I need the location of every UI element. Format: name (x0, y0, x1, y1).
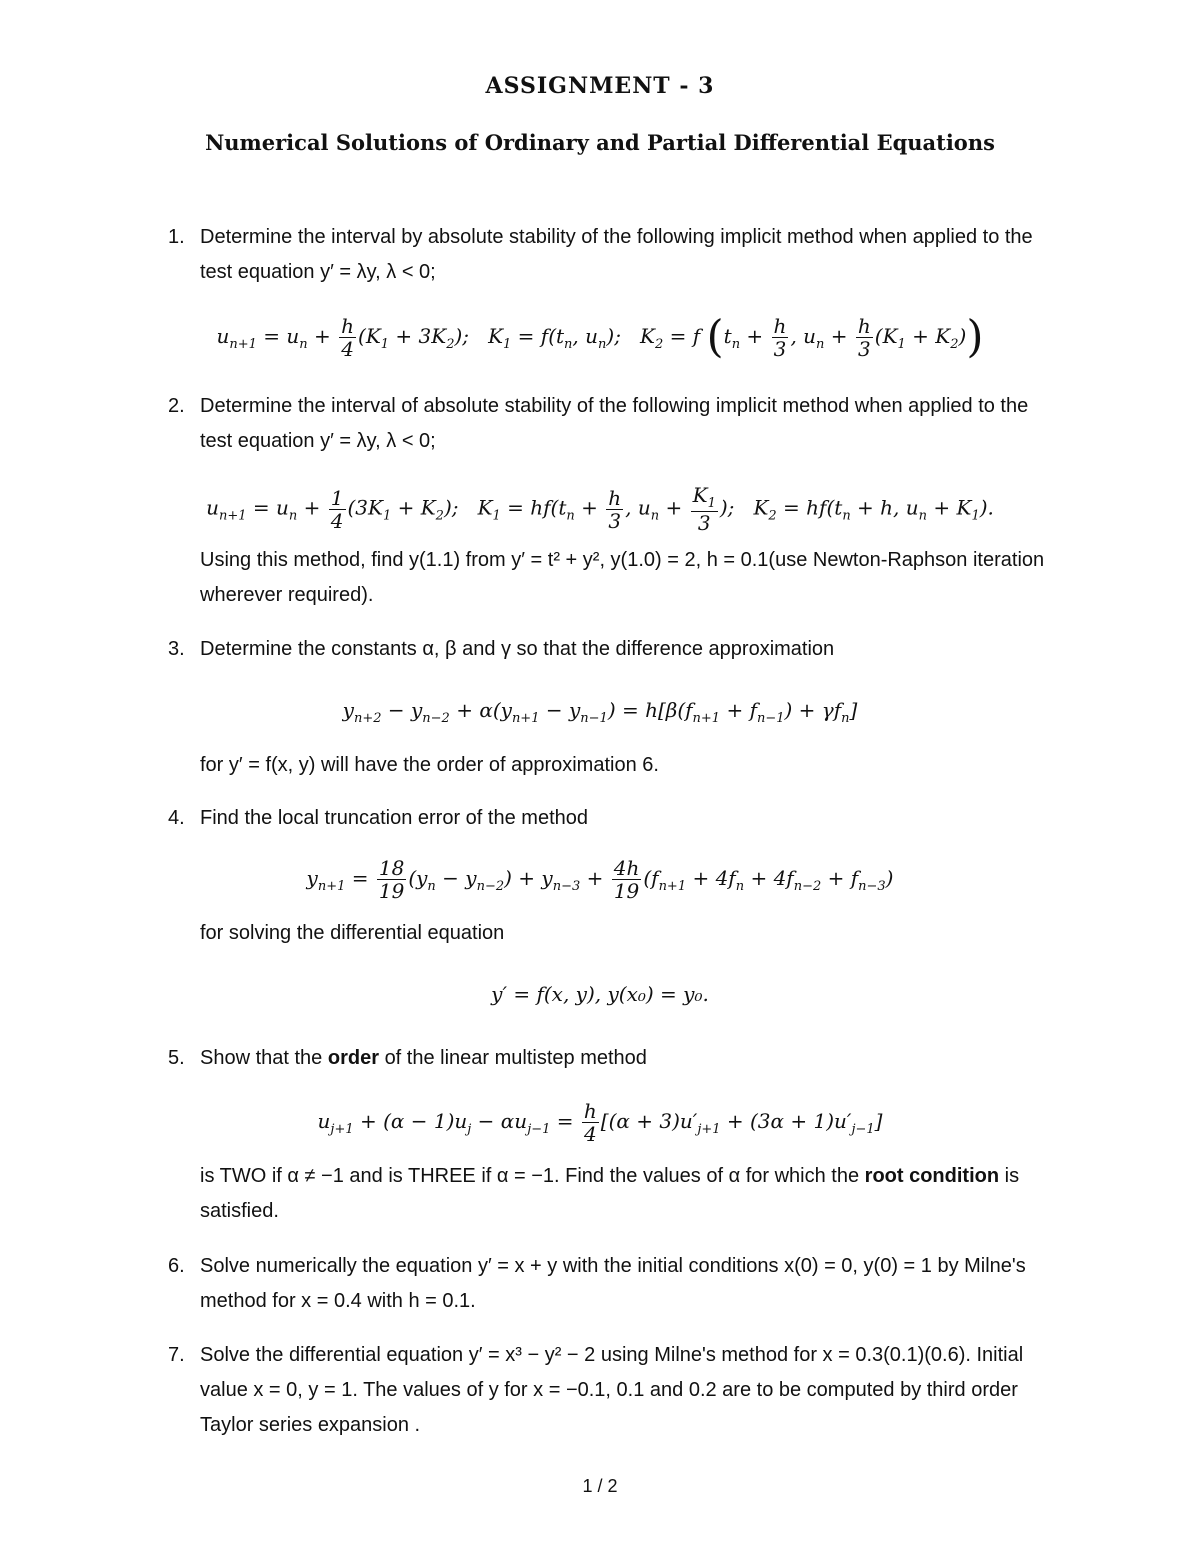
page-number: 1 / 2 (582, 1476, 618, 1496)
problem-text: is TWO if α ≠ −1 and is THREE if α = −1. Find the values of α for which the root condition is satisfied. (200, 1165, 1020, 1222)
problem-text: for y′ = f(x, y) will have the order of approximation 6. (200, 754, 659, 776)
equation-4: $y_{n+1}$ = $\frac{18}{19}$ $(y_n - y_{n-2}) + y_{n-3}$ + $\frac{4h}{19}$ $(f_{n+1} + 4f_n + 4f_{n-2} + f_{n-3})$ (306, 856, 894, 903)
equation-1: $u_{n+1} = u_n$ + $\frac{h}{4}$ $(K_1 + 3K_2)$; $K_1 = f(t_n$, $u_n$); $K_2 = f$ ($t_n$ + $\frac{h}{3}$ , $u_n$ + $\frac{h}{3}$ $(K_1 + K_2)$) (216, 311, 984, 363)
problem-5 (168, 1041, 1058, 1076)
page-title: ASSIGNMENT - 3 (485, 73, 715, 99)
problem-text: Solve the differential equation y′ = x³ − y² − 2 using Milne's method for x = 0.3(0.1)(0.6). Initial value x = 0, y = 1. The values of y for x = −0.1, 0.1 and 0.2 are to be computed by third order Taylor series expansion . (200, 1344, 1024, 1436)
problem-text: Show that the order of the linear multistep method (200, 1047, 647, 1069)
problem-number: 5. (168, 1047, 185, 1069)
equation-5: $u_{j+1} + (\alpha - 1)u_j - \alpha u_{j-1}$ = $\frac{h}{4}$ $[(\alpha + 3)u'_{j+1} + (3\alpha + 1)u'_{j-1}]$ (317, 1099, 883, 1146)
problem-3-followup (168, 748, 1058, 783)
problem-6 (168, 1249, 1058, 1319)
problem-number: 4. (168, 807, 185, 829)
problem-text: Find the local truncation error of the method (200, 807, 588, 829)
problem-3 (168, 632, 1058, 667)
problem-text: Solve numerically the equation y′ = x + y with the initial conditions x(0) = 0, y(0) = 1 by Milne's method for x = 0.4 with h = 0.1. (200, 1255, 1026, 1312)
problem-text: Determine the interval of absolute stability of the following implicit method when applied to the test equation y′ = λy, λ < 0; (200, 395, 1029, 452)
problem-text: Determine the constants α, β and γ so that the difference approximation (200, 638, 835, 660)
problem-2 (168, 389, 1058, 459)
problem-number: 3. (168, 638, 185, 660)
equation-4b: y′ = f(x, y), y(x₀) = y₀. (491, 982, 709, 1006)
problem-4-followup (168, 916, 1058, 951)
problem-text: Determine the interval by absolute stability of the following implicit method when applied to the test equation y′ = λy, λ < 0; (200, 226, 1033, 283)
page-subtitle: Numerical Solutions of Ordinary and Partial Differential Equations (205, 130, 995, 155)
problem-number: 7. (168, 1344, 185, 1366)
problem-1 (168, 220, 1058, 290)
problem-5-followup (168, 1159, 1058, 1229)
problem-7 (168, 1338, 1058, 1443)
problem-2-followup (168, 543, 1058, 613)
equation-2: $u_{n+1} = u_n$ + $\frac{1}{4}$ $(3K_1 + K_2)$; $K_1 = hf(t_n$ + $\frac{h}{3}$ , $u_n$ + $\frac{K_1}{3}$ ); $K_2 = hf(t_n + h$, $u_n + K_1$). (206, 483, 994, 536)
problem-number: 2. (168, 395, 185, 417)
problem-text: Using this method, find y(1.1) from y′ = t² + y², y(1.0) = 2, h = 0.1(use Newton-Raphson iteration wherever required). (200, 549, 1045, 606)
equation-3: $y_{n+2} - y_{n-2} + \alpha(y_{n+1} - y_{n-1}) = h[\beta(f_{n+1} + f_{n-1}) + \gamma f_n]$ (342, 698, 858, 726)
problem-number: 1. (168, 226, 185, 248)
problem-4 (168, 801, 1058, 836)
problem-number: 6. (168, 1255, 185, 1277)
problem-text: for solving the differential equation (200, 922, 505, 944)
